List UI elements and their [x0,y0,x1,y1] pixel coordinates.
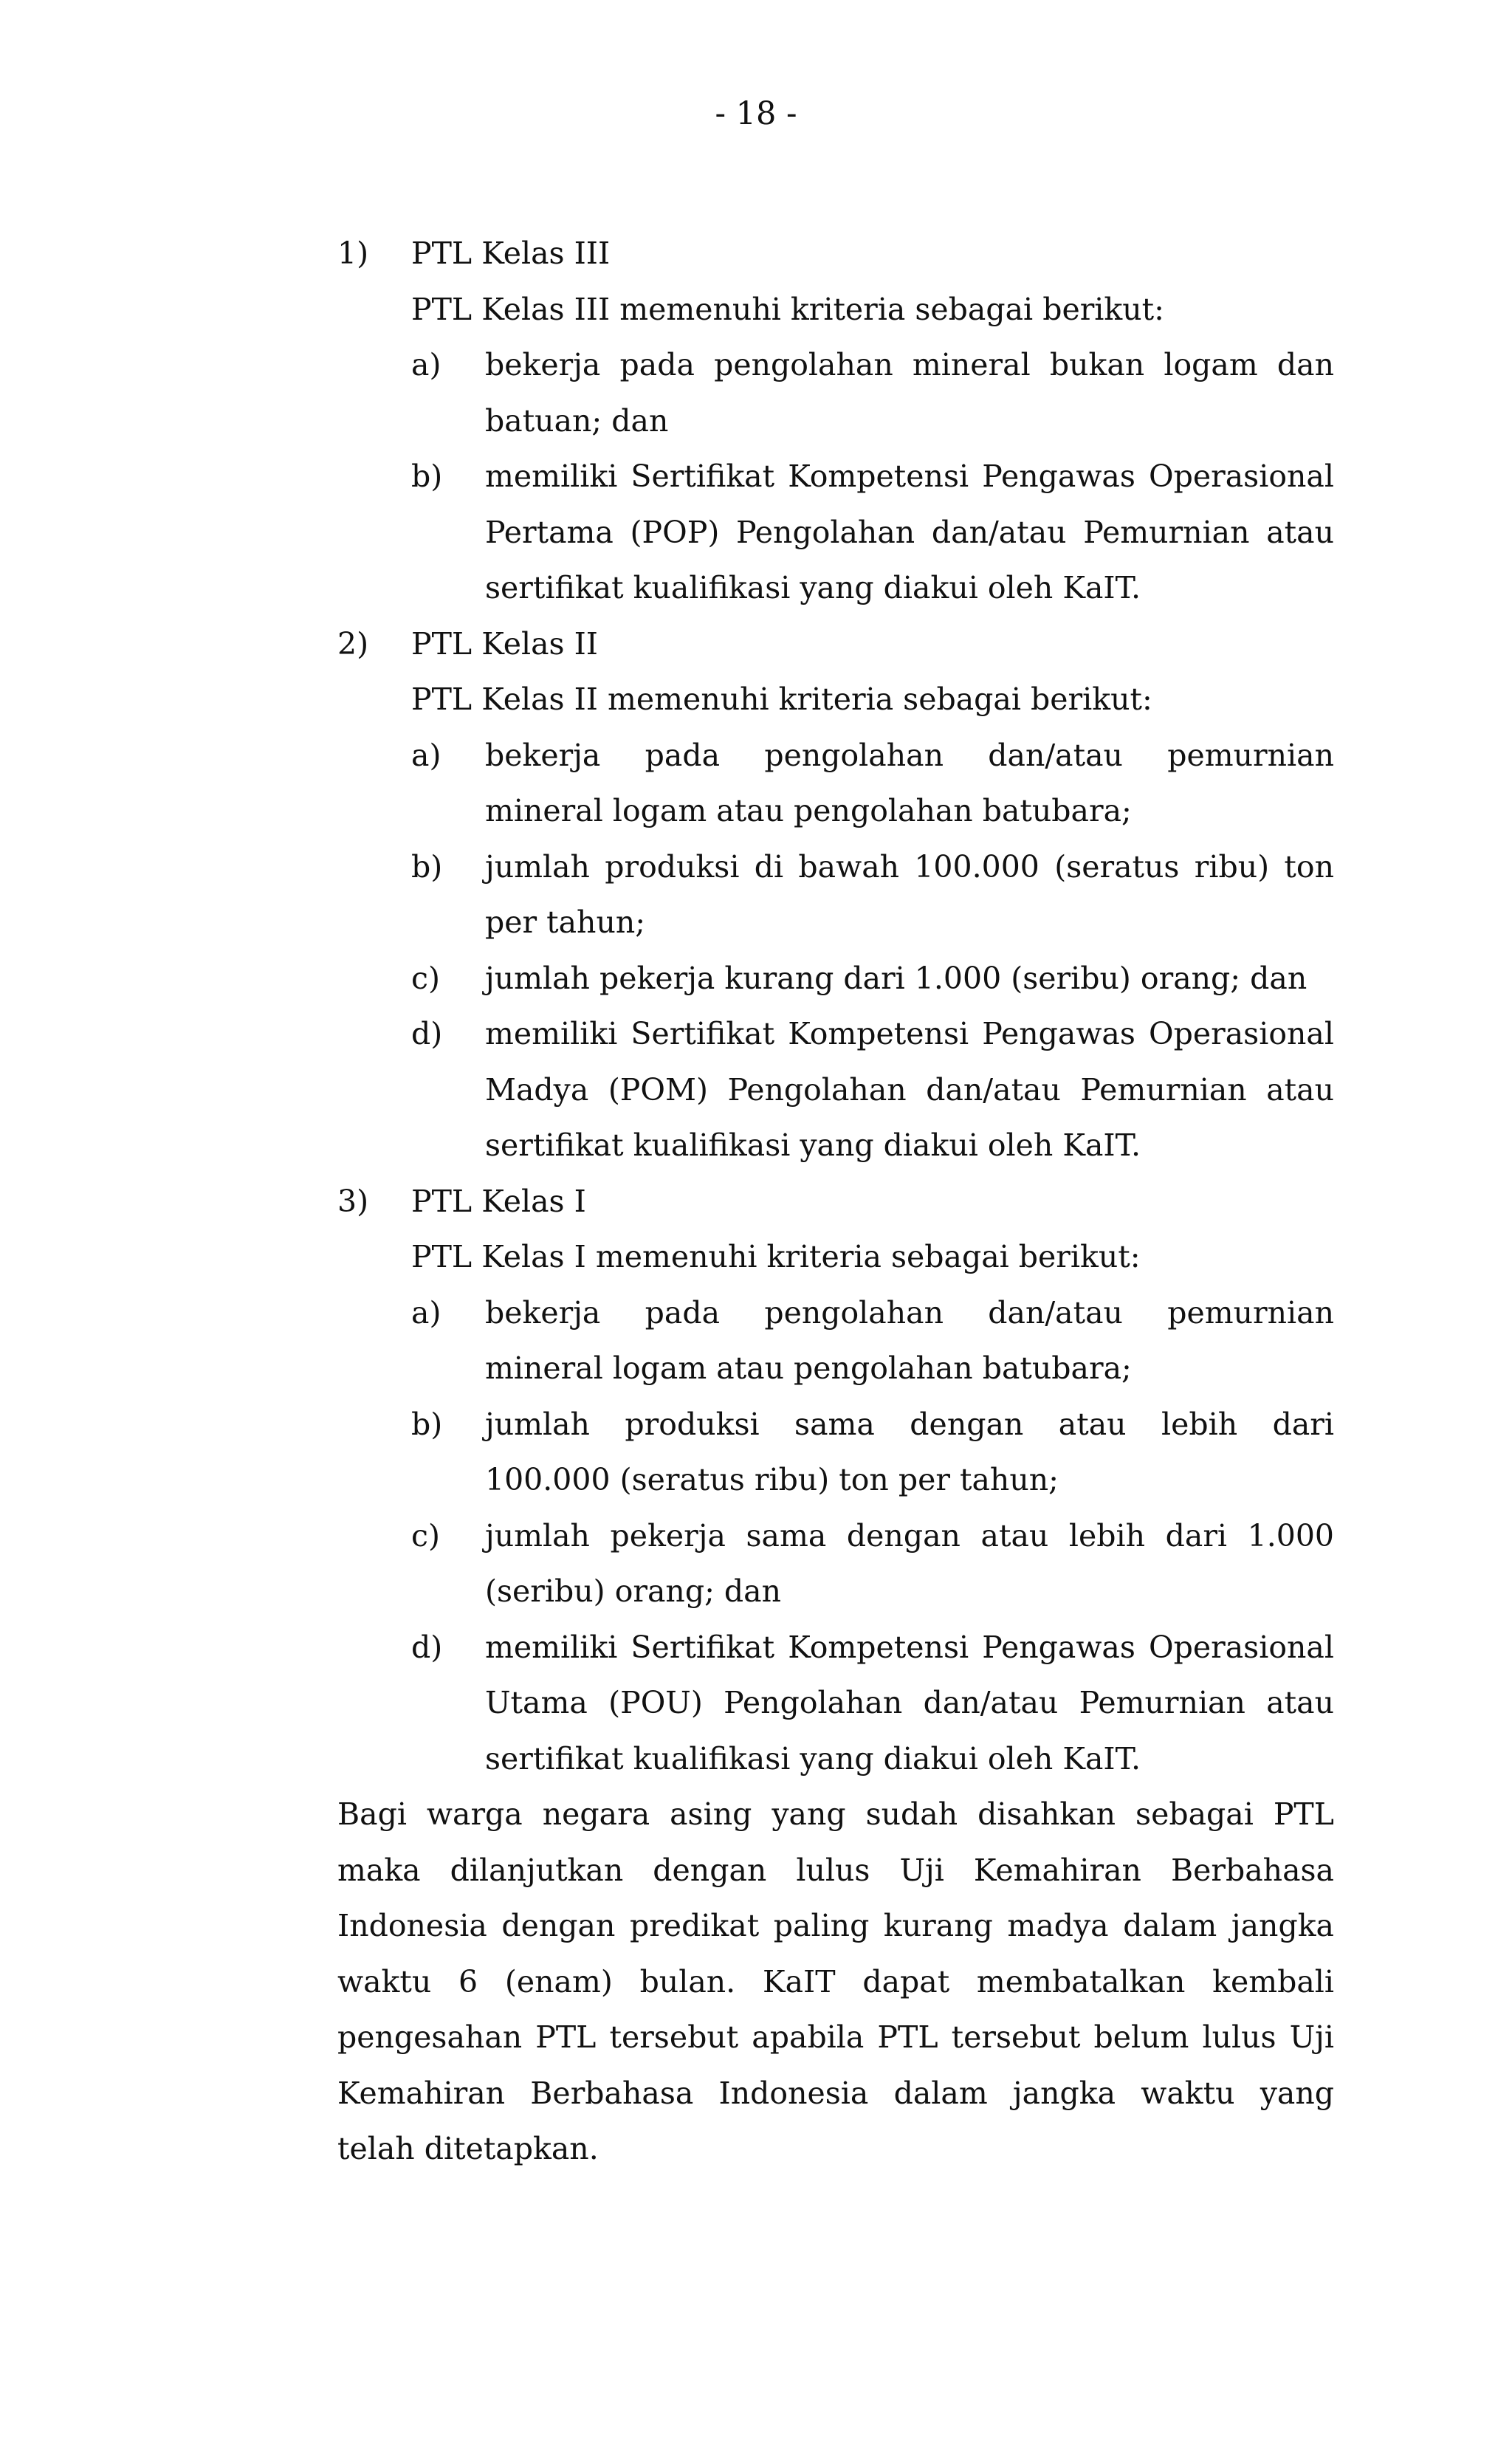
criteria-item-line [337,394,1334,450]
page-number: - 18 - [715,95,797,132]
section-intro: PTL Kelas I memenuhi kriteria sebagai berikut: [411,1239,1141,1274]
section-intro: PTL Kelas II memenuhi kriteria sebagai berikut: [411,682,1152,717]
section-title: PTL Kelas III [411,236,611,271]
item-letter: a) [411,737,441,773]
item-letter: a) [411,347,441,382]
criteria-item-line [337,1731,1334,1788]
section-heading [337,617,1334,673]
paragraph-line [337,1787,1334,1843]
criteria-item-line [337,449,1334,505]
item-text: Pertama (POP) Pengolahan dan/atau Pemurnian atau [485,514,1334,550]
item-text: Utama (POU) Pengolahan dan/atau Pemurnian atau [485,1685,1334,1720]
item-text: jumlah produksi di bawah 100.000 (seratus ribu) ton [485,848,1334,885]
item-text: sertifikat kualifikasi yang diakui oleh KaIT. [485,1740,1141,1776]
paragraph-line [337,2066,1334,2122]
item-text: sertifikat kualifikasi yang diakui oleh KaIT. [485,1127,1141,1163]
criteria-item-line [337,895,1334,951]
item-letter: b) [411,459,443,494]
paragraph-line [337,2121,1334,2177]
criteria-item-line [337,1341,1334,1397]
item-text: jumlah pekerja sama dengan atau lebih dari 1.000 [485,1517,1334,1554]
item-text: per tahun; [485,904,646,940]
item-letter: d) [411,1629,443,1665]
paragraph-line [337,1898,1334,1954]
criteria-item-line [337,783,1334,840]
criteria-item-line [337,1564,1334,1620]
item-text: batuan; dan [485,402,669,439]
item-text: bekerja pada pengolahan mineral bukan logam dan [485,347,1334,382]
criteria-item-line [337,728,1334,784]
criteria-section [337,1174,1334,1788]
item-letter: b) [411,848,443,885]
criteria-item-line [337,1452,1334,1508]
section-heading [337,226,1334,282]
item-text: sertifikat kualifikasi yang diakui oleh KaIT. [485,570,1141,605]
criteria-section [337,226,1334,617]
paragraph-text: telah ditetapkan. [337,2131,599,2166]
section-heading [337,1174,1334,1230]
item-text: (seribu) orang; dan [485,1573,782,1609]
item-text: jumlah produksi sama dengan atau lebih dari [485,1406,1334,1442]
criteria-item-line [337,1006,1334,1062]
item-letter: c) [411,960,440,996]
paragraph-text: Bagi warga negara asing yang sudah disahkan sebagai PTL [337,1796,1334,1832]
section-title: PTL Kelas I [411,1183,586,1219]
paragraph-line [337,1843,1334,1899]
section-intro-line [337,672,1334,728]
criteria-section [337,617,1334,1174]
criteria-item-line [337,1675,1334,1731]
paragraph-text: Kemahiran Berbahasa Indonesia dalam jangka waktu yang [337,2075,1334,2111]
section-intro-line [337,282,1334,338]
item-letter: b) [411,1406,443,1442]
criteria-item-line [337,1397,1334,1453]
closing-paragraph [337,1787,1334,2177]
section-number: 1) [337,236,369,271]
section-number: 3) [337,1183,369,1219]
criteria-item-line [337,505,1334,561]
section-number: 2) [337,625,369,662]
item-text: memiliki Sertifikat Kompetensi Pengawas Operasional [485,1629,1334,1665]
criteria-item-line [337,1118,1334,1174]
section-title: PTL Kelas II [411,625,599,662]
criteria-item-line [337,337,1334,394]
criteria-item-line [337,1285,1334,1342]
section-intro-line [337,1229,1334,1285]
item-text: Madya (POM) Pengolahan dan/atau Pemurnian atau [485,1071,1334,1108]
item-text: memiliki Sertifikat Kompetensi Pengawas Operasional [485,1016,1334,1051]
paragraph-line [337,2010,1334,2066]
section-intro: PTL Kelas III memenuhi kriteria sebagai berikut: [411,291,1164,327]
item-letter: c) [411,1517,440,1554]
document-body [337,226,1334,2177]
paragraph-line [337,1954,1334,2011]
item-text: mineral logam atau pengolahan batubara; [485,1350,1132,1386]
item-text: mineral logam atau pengolahan batubara; [485,793,1132,828]
item-text: memiliki Sertifikat Kompetensi Pengawas Operasional [485,459,1334,494]
item-letter: a) [411,1294,441,1331]
item-text: jumlah pekerja kurang dari 1.000 (seribu) orang; dan [485,960,1307,996]
criteria-item-line [337,1062,1334,1119]
item-text: 100.000 (seratus ribu) ton per tahun; [485,1462,1059,1497]
criteria-item-line [337,840,1334,896]
paragraph-text: Indonesia dengan predikat paling kurang madya dalam jangka [337,1908,1334,1943]
criteria-item-line [337,1620,1334,1676]
paragraph-text: waktu 6 (enam) bulan. KaIT dapat membatalkan kembali [337,1963,1334,1999]
item-letter: d) [411,1016,443,1051]
criteria-list [337,226,1334,1787]
item-text: bekerja pada pengolahan dan/atau pemurnian [485,1294,1334,1331]
paragraph-text: maka dilanjutkan dengan lulus Uji Kemahiran Berbahasa [337,1852,1334,1888]
criteria-item-line [337,951,1334,1007]
item-text: bekerja pada pengolahan dan/atau pemurnian [485,737,1334,773]
paragraph-text: pengesahan PTL tersebut apabila PTL tersebut belum lulus Uji [337,2019,1334,2055]
criteria-item-line [337,560,1334,617]
criteria-item-line [337,1508,1334,1565]
